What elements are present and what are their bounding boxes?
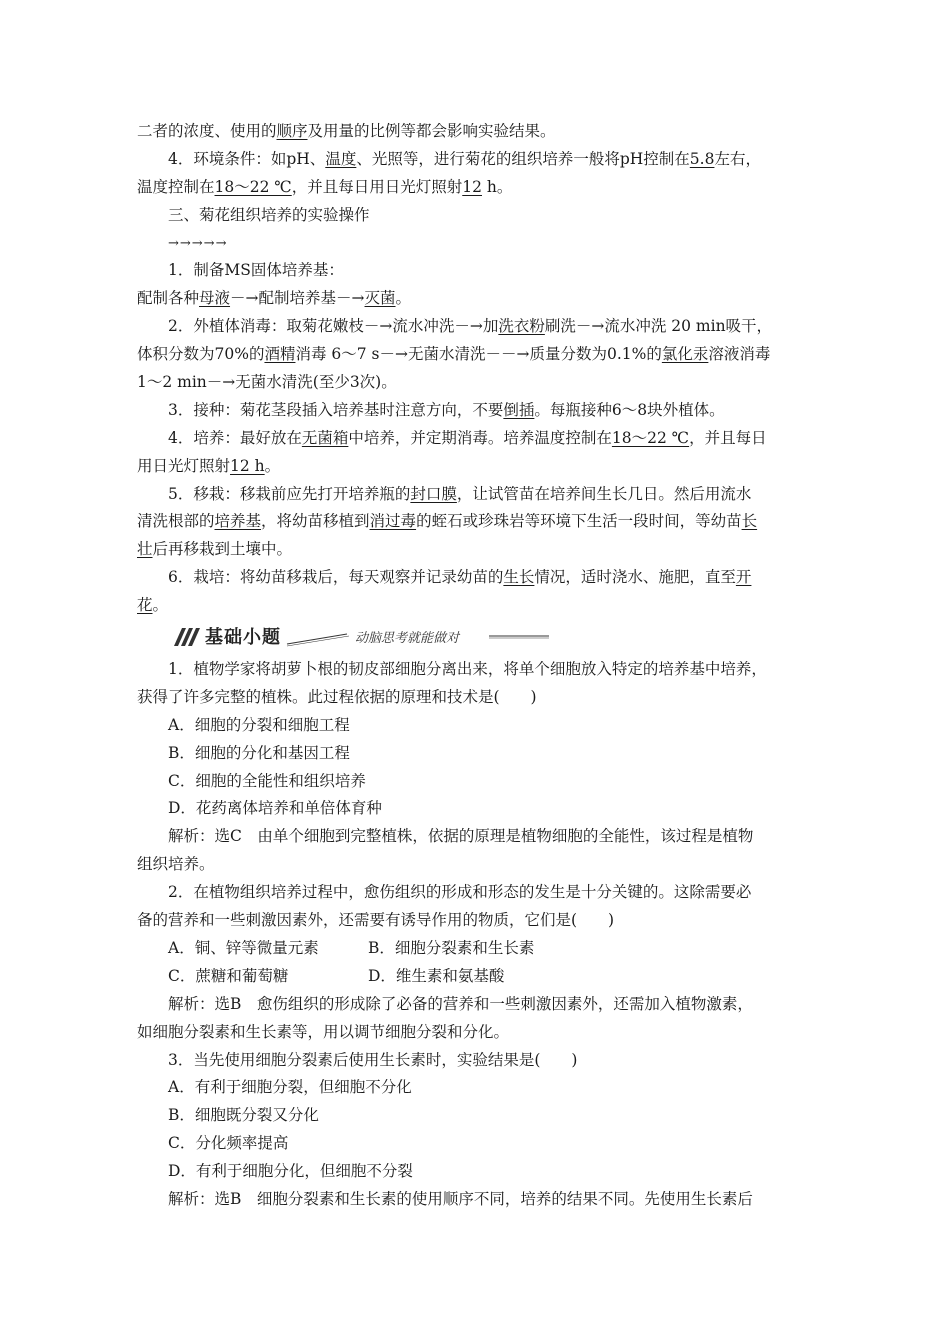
section-heading: 三、菊花组织培养的实验操作: [168, 205, 370, 224]
paragraph-line: [137, 564, 817, 592]
text: 温度控制在: [137, 177, 215, 196]
question-2-options-ab: [137, 935, 817, 963]
banner-stripes-icon: [172, 626, 202, 648]
paragraph-line: [137, 313, 817, 341]
text: 消毒 6～7 s－→无菌水清洗－－→质量分数为0.1%的: [295, 345, 662, 364]
paragraph-line: [137, 481, 817, 509]
underlined-answer: 花: [137, 596, 153, 615]
underlined-answer: 12 h: [230, 456, 265, 475]
underlined-answer: 母液: [199, 289, 231, 308]
question-3-option-d: D．有利于细胞分化，但细胞不分裂: [168, 1162, 413, 1181]
question-2-analysis-cont: 如细胞分裂素和生长素等，用以调节细胞分裂和分化。: [137, 1022, 510, 1041]
question-2-analysis: 解析：选B 愈伤组织的形成除了必备的营养和一些刺激因素外，还需加入植物激素，: [168, 994, 753, 1013]
text: 后再移栽到土壤中。: [152, 540, 293, 559]
text: 6．栽培：将幼苗移栽后，每天观察并记录幼苗的: [168, 568, 504, 587]
underlined-answer: 洗衣粉: [498, 317, 545, 336]
text: 左右，: [714, 149, 761, 168]
text: 及用量的比例等都会影响实验结果。: [307, 122, 556, 140]
paragraph-line: [137, 508, 817, 536]
question-3-option-b: B．细胞既分裂又分化: [168, 1106, 319, 1125]
text: 清洗根部的: [137, 512, 215, 531]
text: 中培养，并定期消毒。培养温度控制在: [348, 428, 612, 447]
text: 体积分数为70%的: [137, 345, 265, 364]
underlined-answer: 18～22 ℃: [611, 428, 690, 447]
arrow-sequence: →→→→→: [168, 235, 228, 251]
paragraph-line: 1～2 min－→无菌水清洗(至少3次)。: [137, 373, 397, 392]
text: ，让试管苗在培养间生长几日。然后用流水: [456, 484, 752, 503]
text: 溶液消毒: [708, 345, 771, 364]
text: 3．接种：菊花茎段插入培养基时注意方向，不要: [168, 400, 504, 419]
question-2-stem-cont: 备的营养和一些刺激因素外，还需要有诱导作用的物质，它们是( ): [137, 911, 615, 930]
paragraph-line: [137, 453, 817, 481]
paragraph-line: [137, 397, 817, 425]
question-3-option-c: C．分化频率提高: [168, 1134, 289, 1153]
text: h。: [481, 177, 513, 196]
banner-title: 基础小题: [205, 627, 281, 649]
paragraph-line: [137, 174, 817, 202]
underlined-answer: 壮: [137, 540, 153, 559]
question-2-option-d: D．维生素和氨基酸: [368, 966, 505, 985]
question-2-option-b: B．细胞分裂素和生长素: [368, 938, 535, 957]
question-1-stem: 1．植物学家将胡萝卜根的韧皮部细胞分离出来，将单个细胞放入特定的培养基中培养，: [168, 660, 767, 679]
text: 2．外植体消毒：取菊花嫩枝－→流水冲洗－→加: [168, 317, 499, 336]
text: 。: [264, 456, 281, 475]
text: 用日光灯照射: [137, 456, 231, 475]
text: ，将幼苗移植到: [261, 512, 370, 531]
text: 情况，适时浇水、施肥，直至: [534, 568, 736, 587]
text: 5．移栽：移栽前应先打开培养瓶的: [168, 484, 411, 503]
underlined-answer: 开: [735, 568, 752, 587]
underlined-answer: 酒精: [264, 345, 296, 364]
underlined-answer: 无菌箱: [301, 428, 349, 447]
underlined-answer: 灭菌: [364, 289, 396, 308]
underlined-answer: 氯化汞: [661, 345, 709, 364]
question-1-option-b: B．细胞的分化和基因工程: [168, 743, 350, 762]
text: ，并且每日用日光灯照射: [291, 177, 463, 196]
question-2-stem: 2．在植物组织培养过程中，愈伤组织的形成和形态的发生是十分关键的。这除需要必: [168, 883, 752, 902]
banner-subtitle: 动脑思考就能做对: [355, 631, 460, 647]
question-1-option-c: C．细胞的全能性和组织培养: [168, 771, 366, 790]
question-2-option-c: C．蔗糖和葡萄糖: [168, 966, 289, 985]
question-1-analysis-cont: 组织培养。: [137, 855, 215, 874]
text: 。每瓶接种6～8块外植体。: [534, 400, 725, 419]
question-1-option-d: D．花药离体培养和单倍体育种: [168, 799, 382, 818]
text: 。: [395, 289, 412, 308]
underlined-answer: 5.8: [689, 149, 715, 168]
underlined-answer: 长: [741, 512, 758, 531]
underlined-answer: 培养基: [214, 512, 262, 531]
question-1-stem-cont: 获得了许多完整的植株。此过程依据的原理和技术是( ): [137, 687, 537, 706]
underlined-answer: 温度: [325, 149, 357, 168]
text: 。: [152, 596, 169, 615]
paragraph-line: [137, 341, 817, 369]
underlined-answer: 倒插: [503, 400, 535, 419]
text: －→配制培养基－→: [230, 289, 365, 308]
paragraph-line: [137, 536, 817, 564]
text: ，并且每日: [689, 428, 767, 447]
section-banner: [137, 622, 817, 652]
text: 、光照等，进行菊花的组织培养一般将pH控制在: [356, 149, 690, 168]
paragraph-line: [137, 146, 817, 174]
document-page: [137, 118, 817, 1214]
text: 二者的浓度、使用的: [137, 122, 277, 140]
text: 4．环境条件：如pH、: [168, 149, 326, 168]
underlined-answer: 18～22 ℃: [214, 177, 292, 196]
underlined-answer: 12: [462, 177, 482, 196]
question-3-analysis: 解析：选B 细胞分裂素和生长素的使用顺序不同，培养的结果不同。先使用生长素后: [168, 1189, 753, 1208]
question-1-option-a: A．细胞的分裂和细胞工程: [168, 715, 350, 734]
text: 配制各种: [137, 289, 200, 308]
paragraph-line: [137, 425, 817, 453]
paragraph-line: [137, 285, 817, 313]
question-3-option-a: A．有利于细胞分裂，但细胞不分化: [168, 1078, 412, 1097]
underlined-answer: 消过毒: [369, 512, 417, 531]
paragraph-line: [137, 592, 817, 620]
question-2-option-a: A．铜、锌等微量元素: [168, 938, 319, 957]
text: 刷洗－→流水冲洗 20 min吸干，: [544, 317, 773, 336]
text: 4．培养：最好放在: [168, 428, 302, 447]
underlined-answer: 顺序: [276, 122, 308, 140]
question-1-analysis: 解析：选C 由单个细胞到完整植株，依据的原理是植物细胞的全能性，该过程是植物: [168, 827, 754, 846]
question-2-options-cd: [137, 963, 817, 991]
underlined-answer: 生长: [503, 568, 535, 587]
paragraph-line: [137, 118, 817, 146]
question-3-stem: 3．当先使用细胞分裂素后使用生长素时，实验结果是( ): [168, 1050, 578, 1069]
step-1-heading: 1．制备MS固体培养基：: [168, 261, 344, 280]
text: 的蛭石或珍珠岩等环境下生活一段时间，等幼苗: [416, 512, 742, 531]
underlined-answer: 封口膜: [410, 484, 457, 503]
